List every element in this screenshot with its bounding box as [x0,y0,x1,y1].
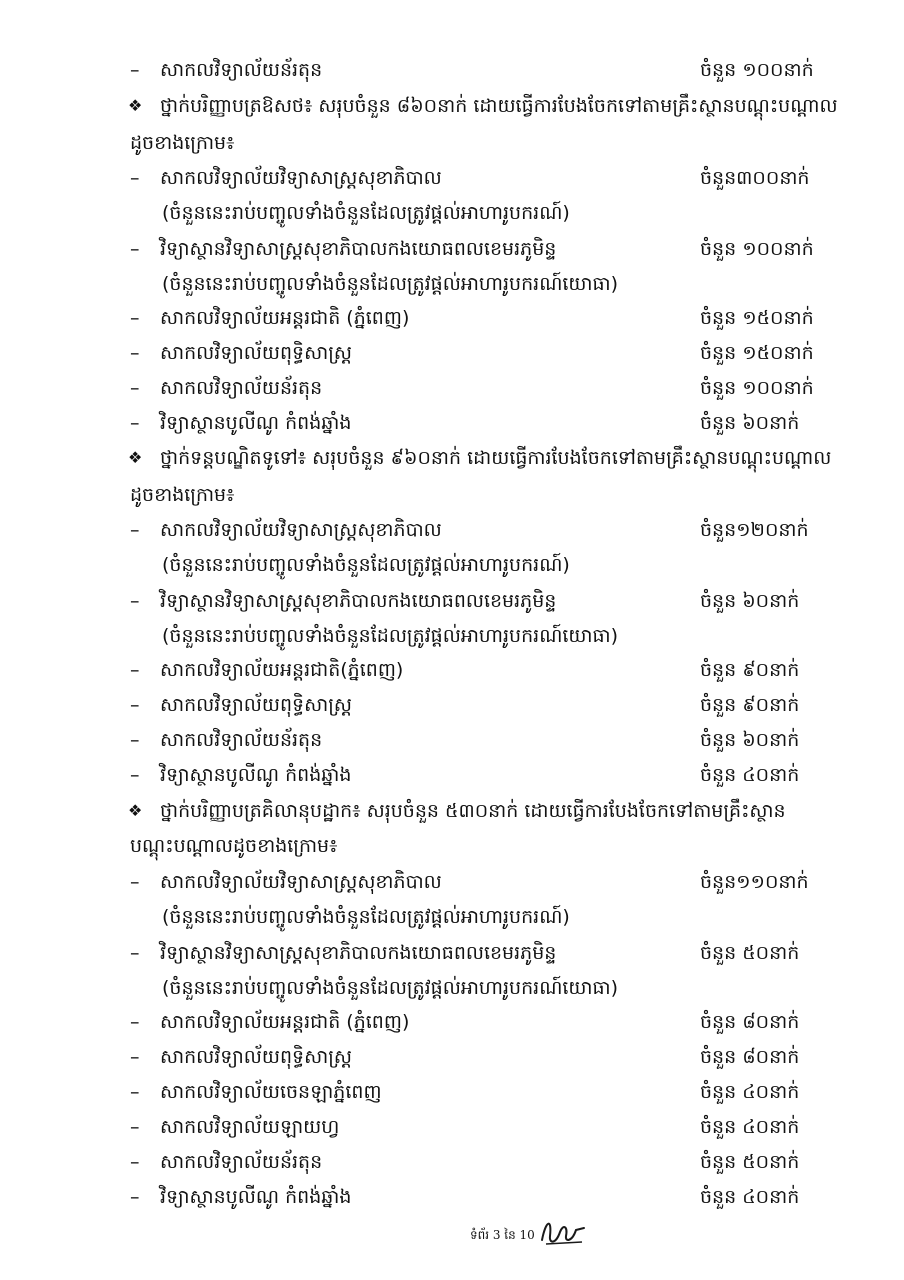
diamond-bullet-icon: ❖ [128,801,143,820]
list-item [0,687,904,723]
section-heading-text: ថ្នាក់បរិញ្ញាបត្រគិលានុបដ្ឋាក៖ សរុបចំនួន ៥៣០នាក់ ដោយធ្វើការបែងចែកទៅតាមគ្រឹះស្ថាន [160,800,786,822]
dash-marker: – [130,659,140,681]
dash-marker: – [130,942,140,964]
student-count: ចំនួន ៤០នាក់ [700,1116,800,1138]
institution-name: សាកលវិទ្យាល័យពុទ្ធិសាស្ត្រ [160,342,352,364]
institution-name: សាកលវិទ្យាល័យន័រតុន [160,377,323,399]
scholarship-note-text: (ចំនួននេះរាប់បញ្ចូលទាំងចំនួនដែលត្រូវផ្តល់អាហារូបករណ៍) [162,554,570,576]
student-count: ចំនួន ១៥០នាក់ [700,342,814,364]
scholarship-note-text: (ចំនួននេះរាប់បញ្ចូលទាំងចំនួនដែលត្រូវផ្តល់អាហារូបករណ៍យោធា) [162,625,619,647]
list-item [0,1144,904,1180]
heading-continuation-text: បណ្តុះបណ្តាលដូចខាងក្រោម៖ [130,835,338,857]
scholarship-note-text: (ចំនួននេះរាប់បញ្ចូលទាំងចំនួនដែលត្រូវផ្តល់អាហារូបករណ៍យោធា) [162,977,619,999]
list-item [0,864,904,900]
institution-name: វិទ្យាស្ថានបូលីណូ កំពង់ឆ្នាំង [160,412,352,434]
list-item [0,1179,904,1215]
scholarship-note [0,899,904,935]
institution-name: សាកលវិទ្យាល័យន័រតុន [160,59,323,81]
dash-marker: – [130,1011,140,1033]
list-item [0,512,904,548]
dash-marker: – [130,1081,140,1103]
student-count: ចំនួន ៥០នាក់ [700,1151,800,1173]
heading-continuation [0,125,904,161]
section-heading [0,793,904,829]
dash-marker: – [130,729,140,751]
scholarship-note-text: (ចំនួននេះរាប់បញ្ចូលទាំងចំនួនដែលត្រូវផ្តល់អាហារូបករណ៍) [162,906,570,928]
institution-name: សាកលវិទ្យាល័យវិទ្យាសាស្ត្រសុខាភិបាល [160,871,442,893]
institution-name: សាកលវិទ្យាល័យឡាយហ្វ [160,1116,340,1138]
dash-marker: – [130,167,140,189]
student-count: ចំនួន១១០នាក់ [700,871,809,893]
scholarship-note [0,618,904,654]
section-heading [0,440,904,476]
institution-name: សាកលវិទ្យាល័យន័រតុន [160,1151,323,1173]
dash-marker: – [130,871,140,893]
student-count: ចំនួន ៩០នាក់ [700,659,800,681]
list-item [0,1004,904,1040]
heading-continuation-text: ដូចខាងក្រោម៖ [130,132,235,154]
dash-marker: – [130,590,140,612]
student-count: ចំនួន១២០នាក់ [700,519,809,541]
dash-marker: – [130,519,140,541]
initials-signature [538,1214,588,1248]
list-item [0,652,904,688]
dash-marker: – [130,412,140,434]
dash-marker: – [130,764,140,786]
dash-marker: – [130,342,140,364]
dash-marker: – [130,1116,140,1138]
dash-marker: – [130,238,140,260]
institution-name: សាកលវិទ្យាល័យពុទ្ធិសាស្ត្រ [160,1046,352,1068]
list-item [0,160,904,196]
institution-name: សាកលវិទ្យាល័យវិទ្យាសាស្ត្រសុខាភិបាល [160,167,442,189]
institution-name: សាកលវិទ្យាល័យអន្តរជាតិ (ភ្នំពេញ) [160,1011,410,1033]
institution-name: វិទ្យាស្ថានវិទ្យាសាស្ត្រសុខាភិបាលកងយោធពលខេមរភូមិន្ទ [160,942,557,964]
student-count: ចំនួន ៤០នាក់ [700,1186,800,1208]
list-item [0,935,904,971]
institution-name: សាកលវិទ្យាល័យវិទ្យាសាស្ត្រសុខាភិបាល [160,519,442,541]
dash-marker: – [130,307,140,329]
institution-name: សាកលវិទ្យាល័យអន្តរជាតិ(ភ្នំពេញ) [160,659,404,681]
list-item [0,1074,904,1110]
scholarship-note [0,266,904,302]
heading-continuation [0,828,904,864]
dash-marker: – [130,1186,140,1208]
student-count: ចំនួន ៦០នាក់ [700,590,800,612]
student-count: ចំនួន ៩០នាក់ [700,694,800,716]
institution-name: សាកលវិទ្យាល័យអន្តរជាតិ (ភ្នំពេញ) [160,307,410,329]
institution-name: សាកលវិទ្យាល័យចេនឡាភ្នំពេញ [160,1081,382,1103]
list-item [0,335,904,371]
scholarship-note [0,970,904,1006]
list-item [0,300,904,336]
list-item [0,370,904,406]
institution-name: វិទ្យាស្ថានវិទ្យាសាស្ត្រសុខាភិបាលកងយោធពលខេមរភូមិន្ទ [160,238,557,260]
scholarship-note [0,547,904,583]
diamond-bullet-icon: ❖ [128,448,143,467]
student-count: ចំនួន ៦០នាក់ [700,412,800,434]
dash-marker: – [130,1151,140,1173]
student-count: ចំនួន ៥០នាក់ [700,942,800,964]
list-item [0,231,904,267]
heading-continuation-text: ដូចខាងក្រោម៖ [130,484,235,506]
institution-name: វិទ្យាស្ថានបូលីណូ កំពង់ឆ្នាំង [160,1186,352,1208]
list-item [0,405,904,441]
section-heading-text: ថ្នាក់ទន្តបណ្ឌិតទូទៅ៖ សរុបចំនួន ៩៦០នាក់ ដោយធ្វើការបែងចែកទៅតាមគ្រឹះស្ថានបណ្តុះបណ្តាល [160,447,832,469]
list-item [0,757,904,793]
student-count: ចំនួន ១០០នាក់ [700,59,814,81]
page-footer [470,1222,535,1248]
institution-name: សាកលវិទ្យាល័យពុទ្ធិសាស្ត្រ [160,694,352,716]
student-count: ចំនួន ៤០នាក់ [700,764,800,786]
student-count: ចំនួន ១៥០នាក់ [700,307,814,329]
page-number: ទំព័រ 3 នៃ 10 [470,1228,535,1242]
diamond-bullet-icon: ❖ [128,96,143,115]
dash-marker: – [130,59,140,81]
student-count: ចំនួន ៦០នាក់ [700,729,800,751]
student-count: ចំនួន ១០០នាក់ [700,238,814,260]
student-count: ចំនួន៣០០នាក់ [700,167,810,189]
dash-marker: – [130,1046,140,1068]
section-heading-text: ថ្នាក់បរិញ្ញាបត្រឱសថ៖ សរុបចំនួន ៨៦០នាក់ ដោយធ្វើការបែងចែកទៅតាមគ្រឹះស្ថានបណ្តុះបណ្តាល [160,95,838,117]
list-item [0,583,904,619]
student-count: ចំនួន ៨០នាក់ [700,1011,800,1033]
student-count: ចំនួន ១០០នាក់ [700,377,814,399]
scholarship-note-text: (ចំនួននេះរាប់បញ្ចូលទាំងចំនួនដែលត្រូវផ្តល់អាហារូបករណ៍) [162,202,570,224]
student-count: ចំនួន ៨០នាក់ [700,1046,800,1068]
dash-marker: – [130,377,140,399]
list-item [0,1109,904,1145]
list-item [0,52,904,88]
institution-name: វិទ្យាស្ថានបូលីណូ កំពង់ឆ្នាំង [160,764,352,786]
scholarship-note-text: (ចំនួននេះរាប់បញ្ចូលទាំងចំនួនដែលត្រូវផ្តល់អាហារូបករណ៍យោធា) [162,273,619,295]
institution-name: សាកលវិទ្យាល័យន័រតុន [160,729,323,751]
heading-continuation [0,477,904,513]
dash-marker: – [130,694,140,716]
institution-name: វិទ្យាស្ថានវិទ្យាសាស្ត្រសុខាភិបាលកងយោធពលខេមរភូមិន្ទ [160,590,557,612]
list-item [0,722,904,758]
section-heading [0,88,904,124]
list-item [0,1039,904,1075]
scholarship-note [0,195,904,231]
student-count: ចំនួន ៤០នាក់ [700,1081,800,1103]
